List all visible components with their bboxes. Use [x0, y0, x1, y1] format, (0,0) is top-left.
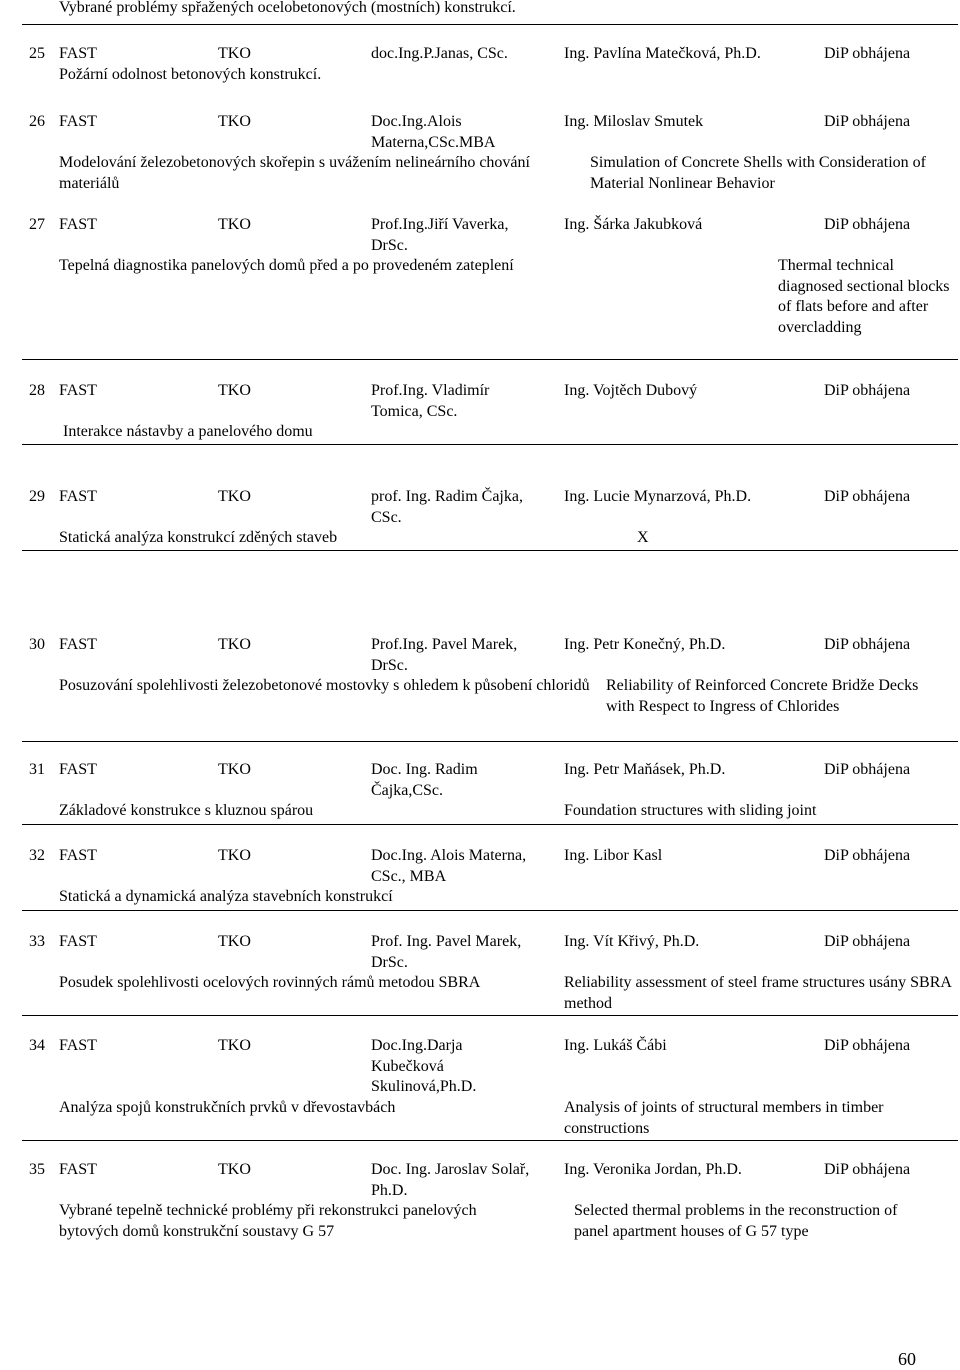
- row-divider: [22, 910, 958, 911]
- supervisor: Prof. Ing. Pavel Marek, DrSc.: [371, 933, 522, 971]
- student: Ing. Lucie Mynarzová, Ph.D.: [564, 488, 752, 505]
- thesis-title-cz: Statická analýza konstrukcí zděných staveb: [59, 529, 338, 546]
- student: Ing. Vít Křivý, Ph.D.: [564, 933, 700, 950]
- thesis-title-en: X: [637, 529, 649, 546]
- student: Ing. Pavlína Matečková, Ph.D.: [564, 45, 761, 62]
- status: DiP obhájena: [824, 45, 911, 62]
- thesis-title-cz: Modelování železobetonových skořepin s uvážením nelineárního chování materiálů: [59, 154, 530, 192]
- entry-number: 31: [29, 761, 45, 778]
- status: DiP obhájena: [824, 847, 911, 864]
- row-divider: [22, 550, 958, 551]
- thesis-title-cz: Vybrané tepelně technické problémy při rekonstrukci panelových bytových domů konstrukční soustavy G 57: [59, 1202, 477, 1240]
- supervisor: Doc.Ing. Alois Materna, CSc., MBA: [371, 847, 527, 885]
- thesis-title-cz: Analýza spojů konstrukčních prvků v dřevostavbách: [59, 1099, 396, 1116]
- entry-number: 25: [29, 45, 45, 62]
- department: TKO: [218, 761, 251, 778]
- student: Ing. Petr Konečný, Ph.D.: [564, 636, 726, 653]
- row-divider: [22, 1015, 958, 1016]
- thesis-title-en: Thermal technical diagnosed sectional blocks of flats before and after overcladding: [778, 257, 950, 336]
- thesis-title-en: Foundation structures with sliding joint: [564, 802, 817, 819]
- status: DiP obhájena: [824, 1037, 911, 1054]
- department: TKO: [218, 382, 251, 399]
- row-divider: [22, 1140, 958, 1141]
- entry-number: 27: [29, 216, 45, 233]
- thesis-title-en: Reliability of Reinforced Concrete Bridže Decks with Respect to Ingress of Chlorides: [606, 677, 919, 715]
- entry-number: 29: [29, 488, 45, 505]
- status: DiP obhájena: [824, 382, 911, 399]
- faculty: FAST: [59, 847, 97, 864]
- department: TKO: [218, 933, 251, 950]
- student: Ing. Šárka Jakubková: [564, 216, 703, 233]
- thesis-title-en: Reliability assessment of steel frame structures usány SBRA method: [564, 974, 952, 1012]
- supervisor: Prof.Ing. Vladimír Tomica, CSc.: [371, 382, 490, 420]
- entry-number: 26: [29, 113, 45, 130]
- supervisor: Doc.Ing.Alois Materna,CSc.MBA: [371, 113, 496, 151]
- entry-number: 35: [29, 1161, 45, 1178]
- row-divider: [22, 24, 958, 25]
- student: Ing. Lukáš Čábi: [564, 1037, 667, 1054]
- faculty: FAST: [59, 1161, 97, 1178]
- student: Ing. Miloslav Smutek: [564, 113, 704, 130]
- status: DiP obhájena: [824, 488, 911, 505]
- faculty: FAST: [59, 113, 97, 130]
- status: DiP obhájena: [824, 216, 911, 233]
- department: TKO: [218, 216, 251, 233]
- thesis-title-cz: Statická a dynamická analýza stavebních konstrukcí: [59, 888, 393, 905]
- thesis-title-cz: Posudek spolehlivosti ocelových rovinných rámů metodou SBRA: [59, 974, 481, 991]
- entry-number: 30: [29, 636, 45, 653]
- faculty: FAST: [59, 933, 97, 950]
- supervisor: Doc. Ing. Radim Čajka,CSc.: [371, 761, 478, 799]
- thesis-title-en: Selected thermal problems in the reconstruction of panel apartment houses of G 57 type: [574, 1202, 898, 1240]
- supervisor: Doc.Ing.Darja Kubečková Skulinová,Ph.D.: [371, 1037, 477, 1095]
- department: TKO: [218, 45, 251, 62]
- faculty: FAST: [59, 1037, 97, 1054]
- supervisor: Prof.Ing. Pavel Marek, DrSc.: [371, 636, 518, 674]
- faculty: FAST: [59, 488, 97, 505]
- thesis-title-cz: Požární odolnost betonových konstrukcí.: [59, 66, 322, 83]
- row-divider: [22, 824, 958, 825]
- top-title: Vybrané problémy spřažených ocelobetonových (mostních) konstrukcí.: [59, 0, 516, 16]
- status: DiP obhájena: [824, 1161, 911, 1178]
- faculty: FAST: [59, 216, 97, 233]
- entry-number: 32: [29, 847, 45, 864]
- thesis-title-cz: Tepelná diagnostika panelových domů před a po provedeném zateplení: [59, 257, 514, 274]
- supervisor: Doc. Ing. Jaroslav Solař, Ph.D.: [371, 1161, 530, 1199]
- row-divider: [22, 444, 958, 445]
- thesis-title-en: Analysis of joints of structural members in timber constructions: [564, 1099, 884, 1137]
- department: TKO: [218, 847, 251, 864]
- entry-number: 34: [29, 1037, 45, 1054]
- supervisor: Prof.Ing.Jiří Vaverka, DrSc.: [371, 216, 509, 254]
- status: DiP obhájena: [824, 761, 911, 778]
- faculty: FAST: [59, 761, 97, 778]
- thesis-title-cz: Základové konstrukce s kluznou spárou: [59, 802, 314, 819]
- row-divider: [22, 359, 958, 360]
- student: Ing. Vojtěch Dubový: [564, 382, 698, 399]
- department: TKO: [218, 1037, 251, 1054]
- faculty: FAST: [59, 45, 97, 62]
- page-number: 60: [898, 1349, 916, 1369]
- row-divider: [22, 741, 958, 742]
- student: Ing. Petr Maňásek, Ph.D.: [564, 761, 726, 778]
- status: DiP obhájena: [824, 113, 911, 130]
- status: DiP obhájena: [824, 933, 911, 950]
- thesis-title-cz: Posuzování spolehlivosti železobetonové mostovky s ohledem k působení chloridů: [59, 677, 590, 694]
- department: TKO: [218, 488, 251, 505]
- department: TKO: [218, 1161, 251, 1178]
- faculty: FAST: [59, 382, 97, 399]
- thesis-title-cz: Interakce nástavby a panelového domu: [63, 423, 313, 440]
- faculty: FAST: [59, 636, 97, 653]
- department: TKO: [218, 636, 251, 653]
- entry-number: 33: [29, 933, 45, 950]
- supervisor: doc.Ing.P.Janas, CSc.: [371, 45, 508, 62]
- department: TKO: [218, 113, 251, 130]
- student: Ing. Veronika Jordan, Ph.D.: [564, 1161, 742, 1178]
- supervisor: prof. Ing. Radim Čajka, CSc.: [371, 488, 523, 526]
- thesis-title-en: Simulation of Concrete Shells with Consideration of Material Nonlinear Behavior: [590, 154, 926, 192]
- status: DiP obhájena: [824, 636, 911, 653]
- student: Ing. Libor Kasl: [564, 847, 663, 864]
- entry-number: 28: [29, 382, 45, 399]
